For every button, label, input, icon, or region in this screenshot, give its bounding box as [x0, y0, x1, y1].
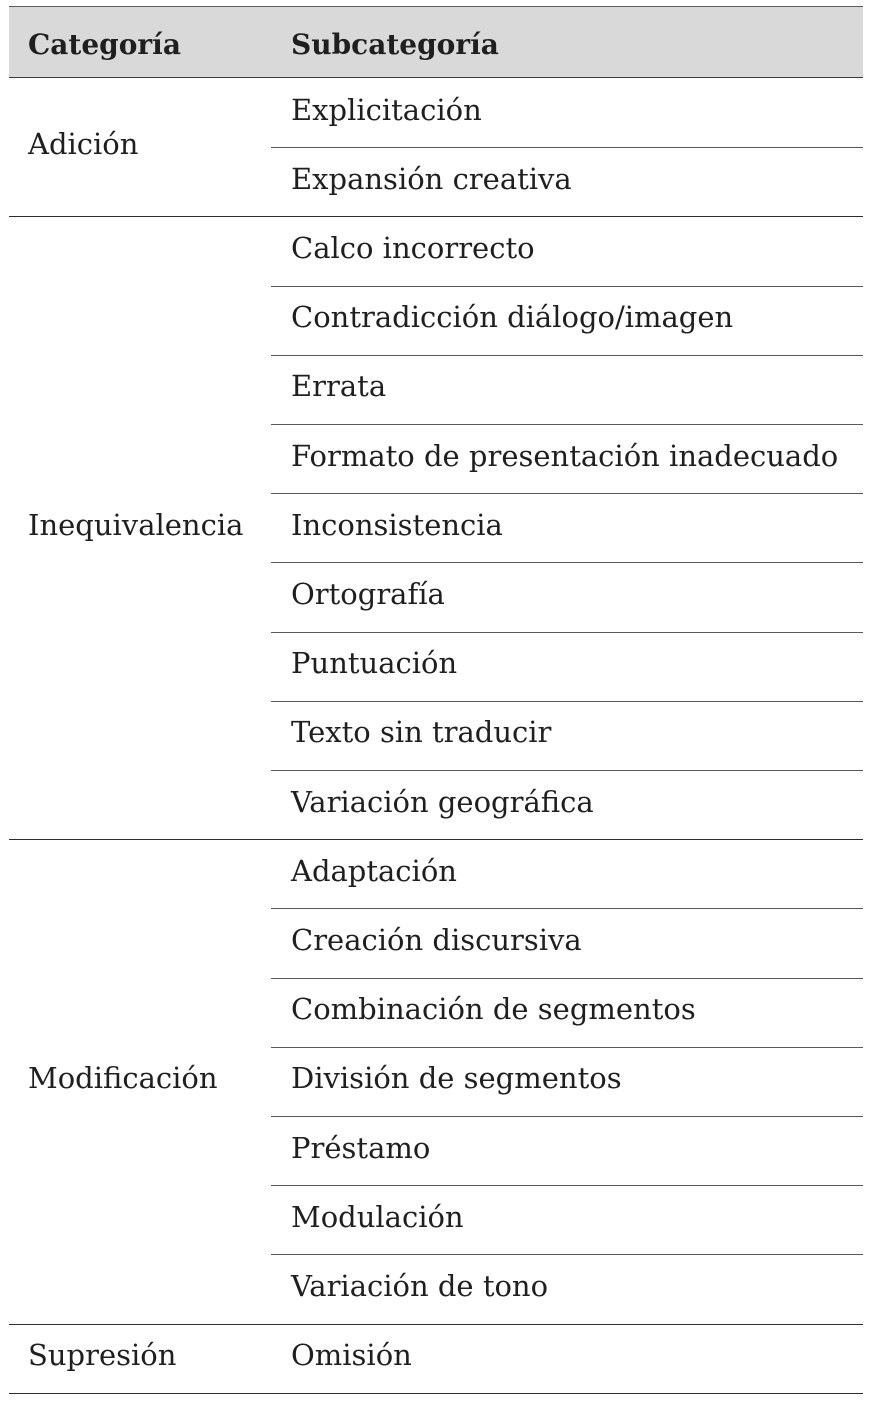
row-divider	[271, 908, 863, 909]
row-divider	[271, 632, 863, 633]
row-divider	[271, 424, 863, 425]
row-divider	[271, 770, 863, 771]
subcategory-cell: Omisión	[291, 1338, 412, 1373]
row-divider	[271, 493, 863, 494]
category-cell: Supresión	[28, 1338, 177, 1373]
subcategory-cell: Creación discursiva	[291, 923, 582, 957]
subcategory-cell: Variación geográfica	[291, 784, 594, 819]
row-divider	[271, 1116, 863, 1117]
row-divider	[271, 1185, 863, 1186]
category-cell: Inequivalencia	[28, 507, 244, 542]
subcategory-cell: Inconsistencia	[291, 507, 503, 542]
row-divider	[271, 978, 863, 979]
group-divider	[9, 1324, 863, 1325]
header-subcategory: Subcategoría	[291, 28, 499, 61]
row-divider	[271, 1047, 863, 1048]
subcategory-cell: División de segmentos	[291, 1061, 622, 1096]
subcategory-cell: Contradicción diálogo/imagen	[291, 300, 734, 335]
category-cell: Modificación	[28, 1061, 218, 1096]
subcategory-cell: Combinación de segmentos	[291, 992, 696, 1027]
group-divider	[9, 839, 863, 840]
subcategory-cell: Préstamo	[291, 1130, 431, 1165]
subcategory-cell: Modulación	[291, 1199, 464, 1234]
row-divider	[271, 355, 863, 356]
subcategory-cell: Variación de tono	[291, 1269, 549, 1303]
row-divider	[271, 562, 863, 563]
row-divider	[271, 701, 863, 702]
category-cell: Adición	[28, 127, 139, 162]
subcategory-cell: Texto sin traducir	[291, 715, 552, 750]
subcategory-cell: Explicitación	[291, 92, 482, 127]
row-divider	[271, 147, 863, 148]
subcategory-cell: Adaptación	[291, 853, 457, 888]
subcategory-cell: Puntuación	[291, 646, 458, 681]
subcategory-cell: Expansión creativa	[291, 161, 572, 196]
row-divider	[271, 286, 863, 287]
subcategory-cell: Calco incorrecto	[291, 231, 535, 265]
table-header	[9, 6, 863, 78]
group-divider	[9, 216, 863, 217]
header-category: Categoría	[28, 28, 181, 61]
subcategory-cell: Formato de presentación inadecuado	[291, 438, 839, 473]
subcategory-cell: Ortografía	[291, 577, 445, 611]
subcategory-cell: Errata	[291, 369, 387, 404]
group-divider	[9, 1393, 863, 1394]
row-divider	[271, 1254, 863, 1255]
